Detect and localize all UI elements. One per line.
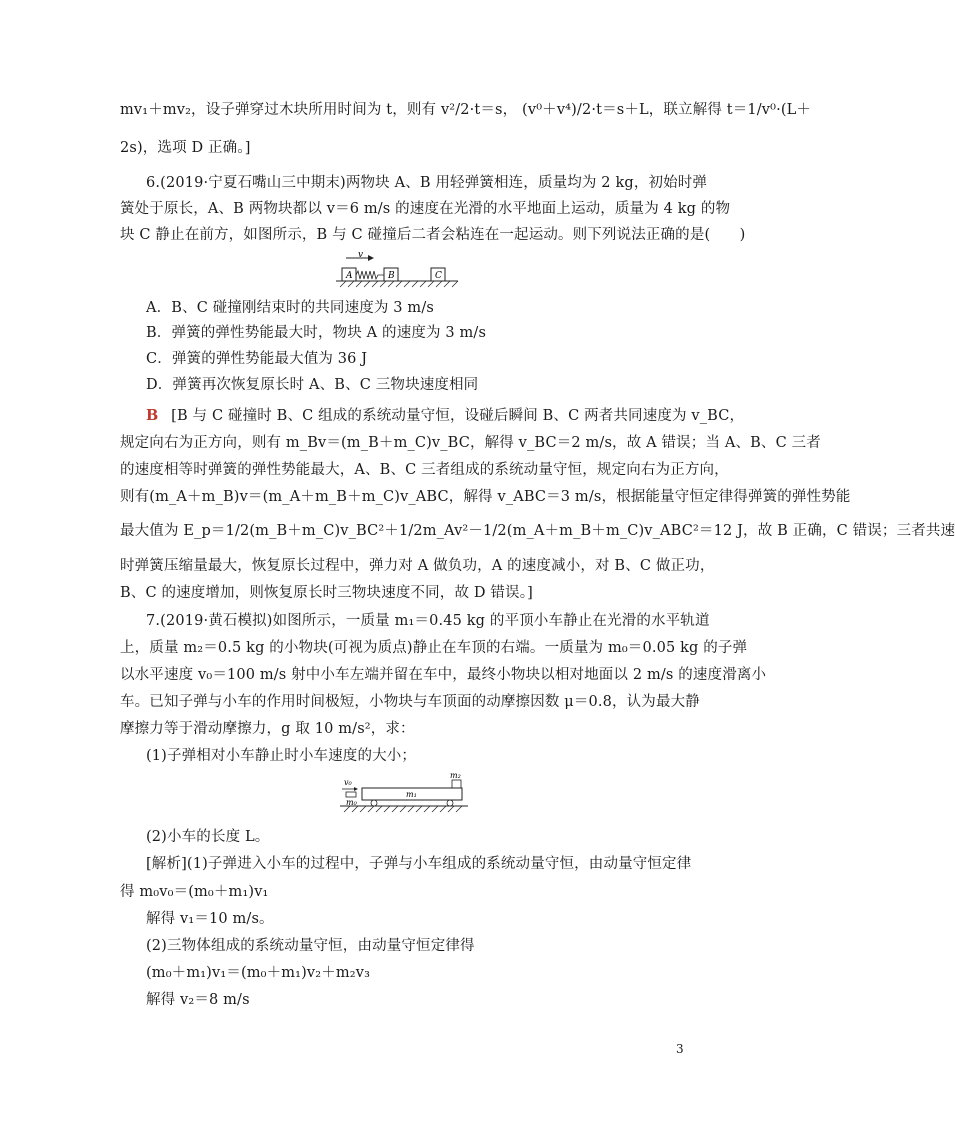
block-c-label: C <box>435 271 442 281</box>
text-line: 以水平速度 v₀＝100 m/s 射中小车左端并留在车中，最终小物块以相对地面以 2 m/s 的速度滑离小 <box>120 667 767 683</box>
text-line: 得 m₀v₀＝(m₀＋m₁)v₁ <box>120 884 269 900</box>
text-line: 2s)，选项 D 正确。] <box>120 140 251 156</box>
option-c: C．弹簧的弹性势能最大值为 36 J <box>146 351 368 367</box>
text-line: 上，质量 m₂＝0.5 kg 的小物块(可视为质点)静止在车顶的右端。一质量为 m₀＝0.05 kg 的子弹 <box>120 640 748 656</box>
answer-line <box>146 405 745 427</box>
text-line: 时弹簧压缩量最大，恢复原长过程中，弹力对 A 做负功，A 的速度减小，对 B、C 做正功， <box>120 558 715 574</box>
text-line: 规定向右为正方向，则有 m_Bv＝(m_B＋m_C)v_BC，解得 v_BC＝2 m/s，故 A 错误；当 A、B、C 三者 <box>120 435 821 451</box>
text-line: 则有(m_A＋m_B)v＝(m_A＋m_B＋m_C)v_ABC，解得 v_ABC＝3 m/s，根据能量守恒定律得弹簧的弹性势能 <box>120 489 851 505</box>
option-a: A．B、C 碰撞刚结束时的共同速度为 3 m/s <box>146 300 434 316</box>
option-d: D．弹簧再次恢复原长时 A、B、C 三物块速度相同 <box>146 377 479 393</box>
text-line: 簧处于原长，A、B 两物块都以 v＝6 m/s 的速度在光滑的水平地面上运动，质量为 4 kg 的物 <box>120 201 731 217</box>
answer-letter: B <box>146 407 159 424</box>
text-line: (m₀＋m₁)v₁＝(m₀＋m₁)v₂＋m₂v₃ <box>146 965 371 981</box>
text-line: 的速度相等时弹簧的弹性势能最大，A、B、C 三者组成的系统动量守恒，规定向右为正方向， <box>120 462 729 478</box>
figure-spring-blocks <box>336 251 462 289</box>
track-hatch <box>344 806 462 812</box>
m1-label: m₁ <box>406 790 417 799</box>
question-7-text: 7.(2019·黄石模拟)如图所示，一质量 m₁＝0.45 kg 的平顶小车静止在光滑的水平轨道 <box>146 613 710 629</box>
option-b: B．弹簧的弹性势能最大时，物块 A 的速度为 3 m/s <box>146 325 487 341</box>
m2-label: m₂ <box>450 771 461 780</box>
sub-question-2: (2)小车的长度 L。 <box>146 829 270 845</box>
figure-bullet-cart <box>340 772 472 818</box>
bullet <box>346 792 356 797</box>
text-line: 车。已知子弹与小车的作用时间极短，小物块与车顶面的动摩擦因数 μ＝0.8，认为最大静 <box>120 694 700 710</box>
spring <box>356 271 384 279</box>
text-line: 解得 v₁＝10 m/s。 <box>146 911 274 927</box>
question-6-text: 6.(2019·宁夏石嘴山三中期末)两物块 A、B 用轻弹簧相连，质量均为 2 kg，初始时弹 <box>146 175 708 191</box>
text-line: 解得 v₂＝8 m/s <box>146 992 250 1008</box>
answer-text: [B 与 C 碰撞时 B、C 组成的系统动量守恒，设碰后瞬间 B、C 两者共同速度为 v_BC， <box>171 408 745 424</box>
block-b-label: B <box>388 271 395 281</box>
page-number: 3 <box>676 1042 684 1056</box>
small-block <box>452 780 461 788</box>
text-line: 块 C 静止在前方，如图所示，B 与 C 碰撞后二者会粘连在一起运动。则下列说法正确的是( ) <box>120 227 746 243</box>
text-line: mv₁＋mv₂，设子弹穿过木块所用时间为 t，则有 v²/2·t＝s， (v⁰＋v⁴)/2·t＝s＋L，联立解得 t＝1/v⁰·(L＋ <box>120 102 812 118</box>
solution-text: [解析](1)子弹进入小车的过程中，子弹与小车组成的系统动量守恒，由动量守恒定律 <box>146 856 692 872</box>
text-line: 摩擦力等于滑动摩擦力，g 取 10 m/s²，求： <box>120 721 415 737</box>
wheel <box>371 800 377 806</box>
ground-hatch <box>340 281 458 287</box>
block-a-label: A <box>346 271 353 281</box>
m0-label: m₀ <box>346 798 357 807</box>
velocity-label: v <box>358 250 364 260</box>
wheel <box>447 800 453 806</box>
v0-label: v₀ <box>344 778 352 787</box>
text-line: (2)三物体组成的系统动量守恒，由动量守恒定律得 <box>146 938 475 954</box>
energy-formula-line: 最大值为 E_p＝1/2(m_B＋m_C)v_BC²＋1/2m_Av²－1/2(m_A＋m_B＋m_C)v_ABC²＝12 J，故 B 正确，C 错误；三者共速 <box>120 523 955 539</box>
sub-question-1: (1)子弹相对小车静止时小车速度的大小； <box>146 748 417 764</box>
text-line: B、C 的速度增加，则恢复原长时三物块速度不同，故 D 错误。] <box>120 585 533 601</box>
